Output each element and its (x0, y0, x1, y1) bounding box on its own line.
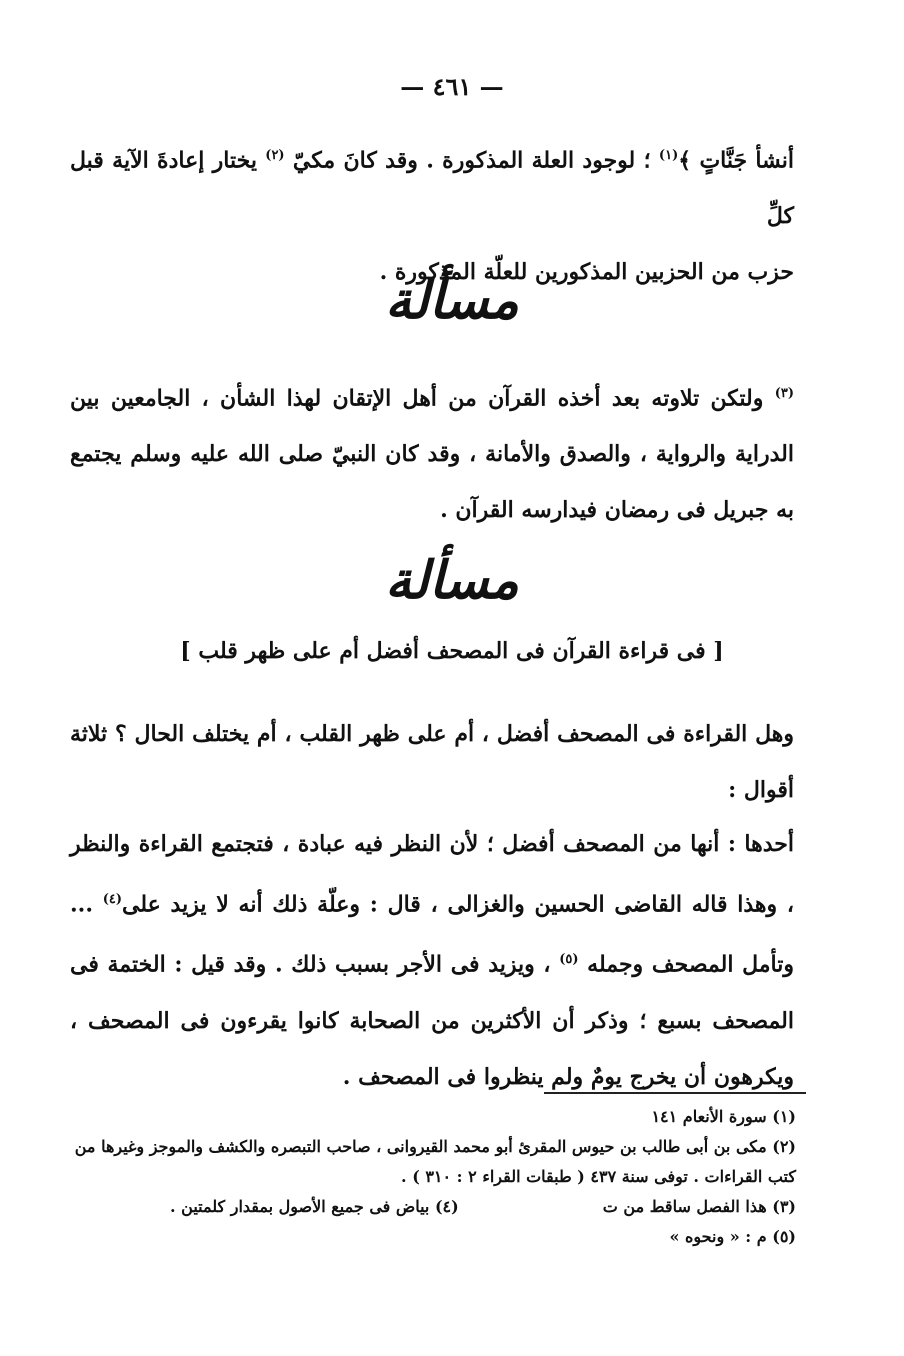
paragraph-line: حزب من الحزبين المذكورين للعلّة المذكورة . (379, 259, 794, 286)
footnote-2: (٢) مكى بن أبى طالب بن حيوس المقرئ أبو محمد القيروانى ، صاحب التبصره والكشف والموجز وغيرها من كتب القراءات . توفى سنة ٤٣٧ ( طبقات القراء ٢ : ٣١٠ ) . (74, 1137, 796, 1186)
footnote-ref: (٣) (774, 386, 794, 401)
footnote-3: (٣) هذا الفصل ساقط من ت (602, 1197, 796, 1216)
text-span: ، ويزيد فى الأجر بسبب ذلك . وقد قيل : الختمة فى المصحف بسبع ؛ وذكر أن الأكثرين من الصحابة كانوا يقرءون فى المصحف ، ويكرهون أن يخرج يومٌ ولم ينظروا فى المصحف . (70, 951, 794, 1090)
footnote-ref: (١) (658, 148, 679, 163)
text-span: أحدها : أنها من المصحف أفضل ؛ لأن النظر فيه عبادة ، فتجتمع القراءة والنظر ، وهذا قاله القاضى الحسين والغزالى ، قال : وعلّة ذلك أنه لا يزيد على (70, 831, 794, 918)
text-span: ولتكن تلاوته بعد أخذه القرآن من أهل الإتقان لهذا الشأن ، الجامعين بين الدراية والرواية ، والصدق والأمانة ، وقد كان النبيّ صلى الله عليه وسلم يجتمع به جبريل فى رمضان فيدارسه القرآن . (70, 385, 794, 524)
text-span: ... وتأمل المصحف وجمله (70, 891, 794, 978)
text-span: يختار إعادةَ الآية قبل كلِّ (70, 147, 794, 230)
page-number: — ٤٦١ — (400, 72, 504, 101)
footnote-ref: (٥) (559, 952, 579, 968)
footnote-ref: (٢) (265, 148, 285, 163)
paragraph-text (70, 366, 794, 538)
footnote-5: (٥) م : « ونحوه » (669, 1227, 796, 1246)
footnote-4: (٤) بياض فى جميع الأصول بمقدار كلمتين . (170, 1197, 459, 1216)
paragraph-text: وهل القراءة فى المصحف أفضل ، أم على ظهر القلب ، أم يختلف الحال ؟ ثلاثة أقوال : (70, 721, 794, 803)
footnote-1: (١) سورة الأنعام ١٤١ (651, 1107, 796, 1126)
paragraph-text (70, 816, 794, 1105)
footnote-ref: (٤) (102, 892, 123, 907)
footnote-divider (544, 1092, 806, 1094)
footnote-row (70, 1192, 796, 1222)
footnotes (70, 1102, 796, 1252)
text-span: أنشأ جَنَّاتٍ ﴾ (678, 147, 794, 174)
paragraph (70, 366, 794, 538)
section-heading: مسألة (385, 550, 519, 611)
paragraph (70, 706, 794, 818)
section-heading: مسألة (385, 270, 519, 331)
paragraph (70, 816, 794, 1105)
paragraph-line (70, 128, 794, 244)
section-subheading: [ فى قراءة القرآن فى المصحف أفضل أم على ظهر قلب ] (180, 638, 724, 664)
text-span: ؛ لوجود العلة المذكورة . وقد كانَ مكيّ (284, 147, 659, 174)
